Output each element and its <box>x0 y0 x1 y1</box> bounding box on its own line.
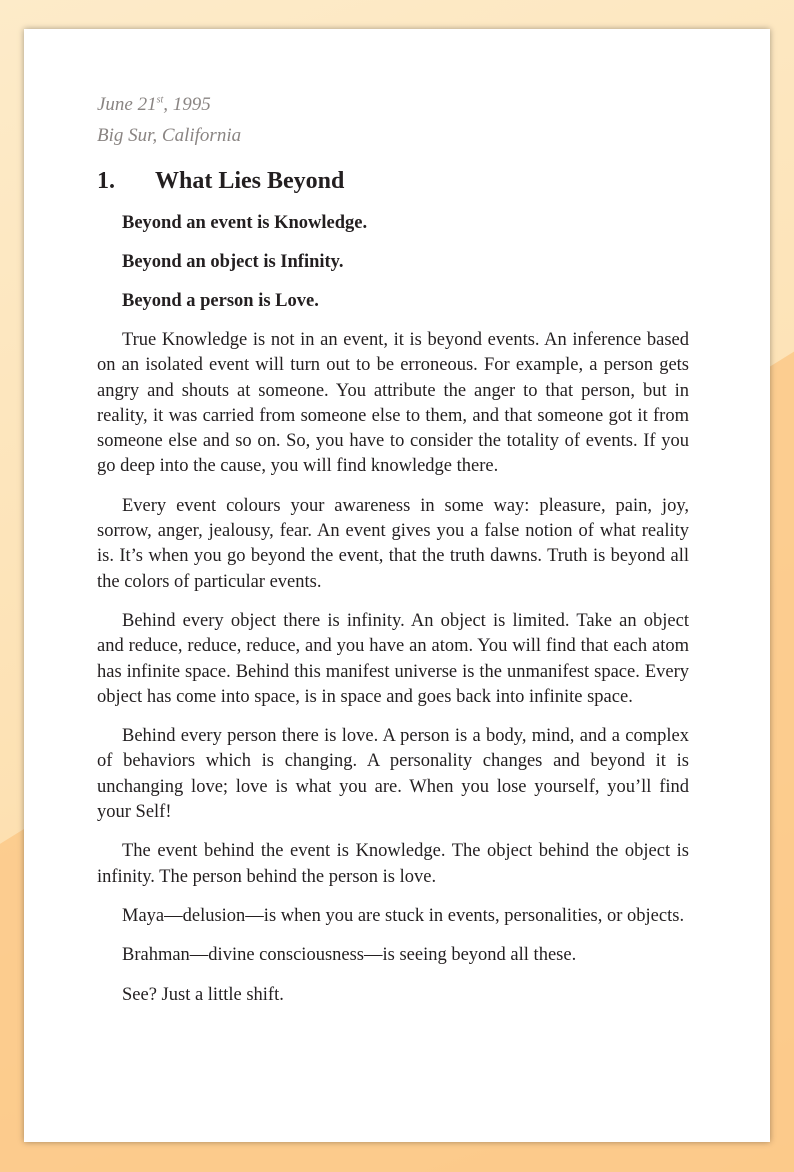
page-content <box>97 89 689 1008</box>
paragraph: Brahman—divine consciousness—is seeing beyond all these. <box>122 945 577 966</box>
date-text: June 21 <box>97 94 157 115</box>
paragraph: Every event colours your awareness in some way: pleasure, pain, joy, sorrow, anger, jealousy, fear. An event gives you a false notion of what reality is. It’s when you go beyond the event, that the truth dawns. Truth is beyond all the colors of particular events. <box>97 495 689 592</box>
paragraph: The event behind the event is Knowledge. The object behind the object is infinity. The person behind the person is love. <box>97 841 689 887</box>
lead-line: Beyond an event is Knowledge. <box>122 213 368 233</box>
paragraph: Behind every person there is love. A person is a body, mind, and a complex of behaviors which is changing. A personality changes and beyond it is unchanging love; love is what you are. When you lose yourself, you’ll find your Self! <box>97 726 689 823</box>
lead-line: Beyond an object is Infinity. <box>122 252 344 272</box>
date-year: , 1995 <box>163 94 211 115</box>
page-sheet <box>24 29 770 1142</box>
chapter-heading <box>97 165 689 197</box>
date-line <box>97 89 689 120</box>
chapter-title: What Lies Beyond <box>155 168 345 194</box>
location-line: Big Sur, California <box>97 125 242 146</box>
paragraph: True Knowledge is not in an event, it is beyond events. An inference based on an isolated event will turn out to be erroneous. For example, a person gets angry and shouts at someone. You attribute the anger to that person, but in reality, it was carried from someone else to them, and that someone got it from someone else and so on. So, you have to consider the totality of events. If you go deep into the cause, you will find knowledge there. <box>97 330 689 477</box>
chapter-number: 1. <box>97 168 115 194</box>
paragraph: Behind every object there is infinity. An object is limited. Take an object and reduce, reduce, reduce, and you have an atom. You will find that each atom has infinite space. Behind this manifest universe is the unmanifest space. Every object has come into space, is in space and goes back into infinite space. <box>97 610 689 707</box>
date-suffix: st <box>156 94 164 106</box>
paragraph: Maya—delusion—is when you are stuck in events, personalities, or objects. <box>122 905 685 926</box>
lead-line: Beyond a person is Love. <box>122 291 319 311</box>
paragraph: See? Just a little shift. <box>122 984 284 1005</box>
